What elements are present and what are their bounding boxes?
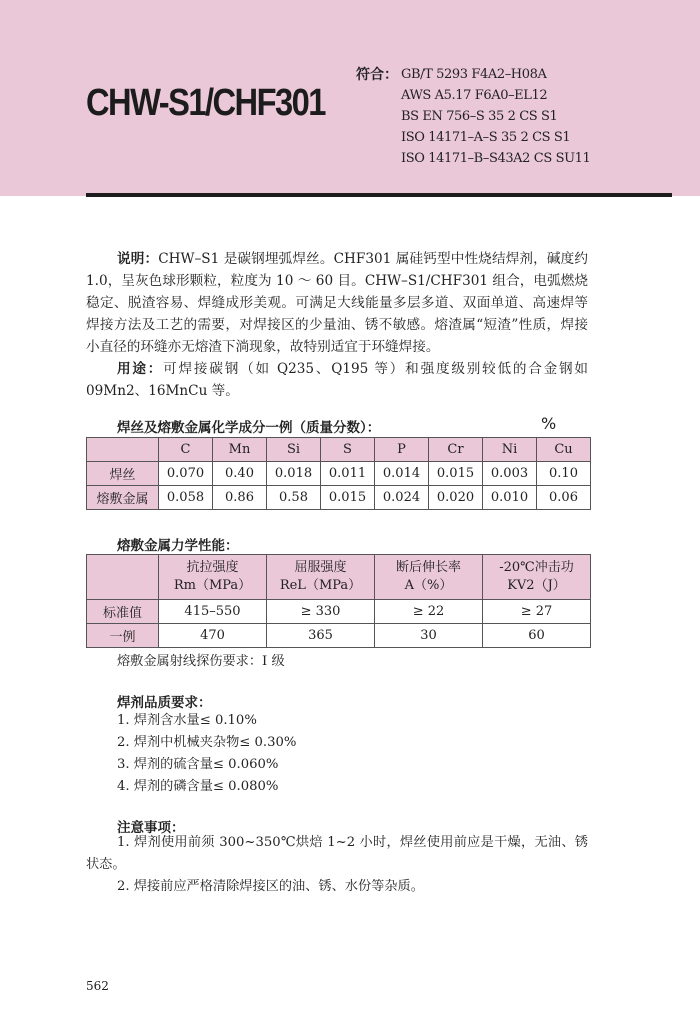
row-label: 一例	[87, 624, 159, 648]
notes-list	[86, 832, 588, 898]
usage-text: 可焊接碳钢（如 Q235、Q195 等）和强度级别较低的合金钢如 09Mn2、16MnCu 等。	[86, 361, 588, 399]
table-header-cell: S	[321, 438, 375, 462]
table-cell: 0.86	[213, 486, 267, 510]
table-cell: 0.070	[159, 462, 213, 486]
radiography-note: 熔敷金属射线探伤要求：I 级	[117, 654, 285, 669]
table-header-cell	[87, 438, 159, 462]
conform-standards-list	[401, 64, 590, 169]
table-header-cell	[267, 555, 375, 600]
table-row	[87, 600, 591, 624]
table-header-cell: Cu	[537, 438, 591, 462]
table-cell: ≥ 27	[483, 600, 591, 624]
list-item: 1. 焊剂使用前须 300~350℃烘焙 1~2 小时，焊丝使用前应是干燥，无油、锈状态。	[86, 835, 588, 872]
table-cell: 0.58	[267, 486, 321, 510]
table-cell: 0.06	[537, 486, 591, 510]
table-header-row	[87, 555, 591, 600]
usage-label: 用途：	[117, 361, 164, 377]
table-cell: 60	[483, 624, 591, 648]
conform-standard: ISO 14171–A–S 35 2 CS S1	[401, 130, 571, 145]
composition-table	[86, 437, 591, 510]
description-text: CHW–S1 是碳钢埋弧焊丝。CHF301 属硅钙型中性烧结焊剂，碱度约 1.0，呈灰色球形颗粒，粒度为 10 ～ 60 目。CHW–S1/CHF301 组合，电弧燃烧稳定、脱渣容易、焊缝成形美观。可满足大线能量多层多道、双面单道、高速焊等焊接方法及工艺的需要，对焊接区的少量油、锈不敏感。熔渣属“短渣”性质，焊接小直径的环缝亦无熔渣下淌现象，故特别适宜于环缝焊接。	[86, 251, 588, 355]
table-header-cell: Cr	[429, 438, 483, 462]
table-row	[87, 486, 591, 510]
table-cell: 0.40	[213, 462, 267, 486]
table-header-cell	[375, 555, 483, 600]
header-line: 屈服强度	[294, 560, 347, 575]
list-item: 2. 焊接前应严格清除焊接区的油、锈、水份等杂质。	[117, 879, 424, 894]
header-divider	[86, 193, 672, 197]
conform-standard: AWS A5.17 F6A0–EL12	[401, 88, 548, 103]
row-label: 标准值	[87, 600, 159, 624]
table-cell: 0.058	[159, 486, 213, 510]
header-line: 抗拉强度	[186, 560, 239, 575]
conform-standard: BS EN 756–S 35 2 CS S1	[401, 109, 558, 124]
table-header-cell: Mn	[213, 438, 267, 462]
description-paragraph	[86, 248, 588, 358]
table-header-row	[87, 438, 591, 462]
flux-quality-list	[117, 710, 296, 798]
header-line: Rm（MPa）	[173, 578, 252, 593]
conform-label: 符合：	[356, 67, 398, 83]
table-row	[87, 624, 591, 648]
notes-heading: 注意事项：	[117, 820, 185, 836]
table-cell: 415–550	[159, 600, 267, 624]
table-header-cell	[483, 555, 591, 600]
table-cell: ≥ 22	[375, 600, 483, 624]
table-header-cell	[159, 555, 267, 600]
header-line: -20℃冲击功	[499, 560, 574, 575]
conform-standard: ISO 14171–B–S43A2 CS SU11	[401, 151, 591, 166]
composition-unit: %	[541, 414, 557, 433]
list-item: 3. 焊剂的硫含量≤ 0.060%	[117, 757, 279, 772]
mechanical-table	[86, 554, 591, 648]
product-title: CHW-S1/CHF301	[86, 82, 325, 124]
table-cell: 365	[267, 624, 375, 648]
mechanical-heading: 熔敷金属力学性能：	[117, 538, 239, 554]
header-line: KV2（J）	[507, 578, 566, 593]
header-line: A（%）	[404, 578, 453, 593]
table-cell: 0.10	[537, 462, 591, 486]
table-cell: 0.015	[321, 486, 375, 510]
table-cell: 0.010	[483, 486, 537, 510]
page-number: 562	[86, 979, 109, 993]
table-cell: 0.015	[429, 462, 483, 486]
table-header-cell: P	[375, 438, 429, 462]
list-item: 1. 焊剂含水量≤ 0.10%	[117, 713, 257, 728]
header-line: ReL（MPa）	[279, 578, 362, 593]
table-cell: 30	[375, 624, 483, 648]
conform-standard: GB/T 5293 F4A2–H08A	[401, 67, 547, 82]
flux-quality-heading: 焊剂品质要求：	[117, 695, 212, 711]
table-header-cell: Si	[267, 438, 321, 462]
list-item: 2. 焊剂中机械夹杂物≤ 0.30%	[117, 735, 297, 750]
table-cell: 0.011	[321, 462, 375, 486]
table-row	[87, 462, 591, 486]
composition-heading: 焊丝及熔敷金属化学成分一例（质量分数）：	[117, 420, 381, 436]
table-cell: ≥ 330	[267, 600, 375, 624]
table-header-cell: Ni	[483, 438, 537, 462]
table-cell: 0.018	[267, 462, 321, 486]
table-cell: 0.003	[483, 462, 537, 486]
table-cell: 0.020	[429, 486, 483, 510]
description-label: 说明：	[117, 251, 159, 267]
table-header-cell: C	[159, 438, 213, 462]
header-line: 断后伸长率	[395, 560, 461, 575]
table-header-cell	[87, 555, 159, 600]
row-label: 焊丝	[87, 462, 159, 486]
table-cell: 470	[159, 624, 267, 648]
table-cell: 0.014	[375, 462, 429, 486]
list-item: 4. 焊剂的磷含量≤ 0.080%	[117, 779, 279, 794]
row-label: 熔敷金属	[87, 486, 159, 510]
usage-paragraph	[86, 358, 588, 402]
table-cell: 0.024	[375, 486, 429, 510]
